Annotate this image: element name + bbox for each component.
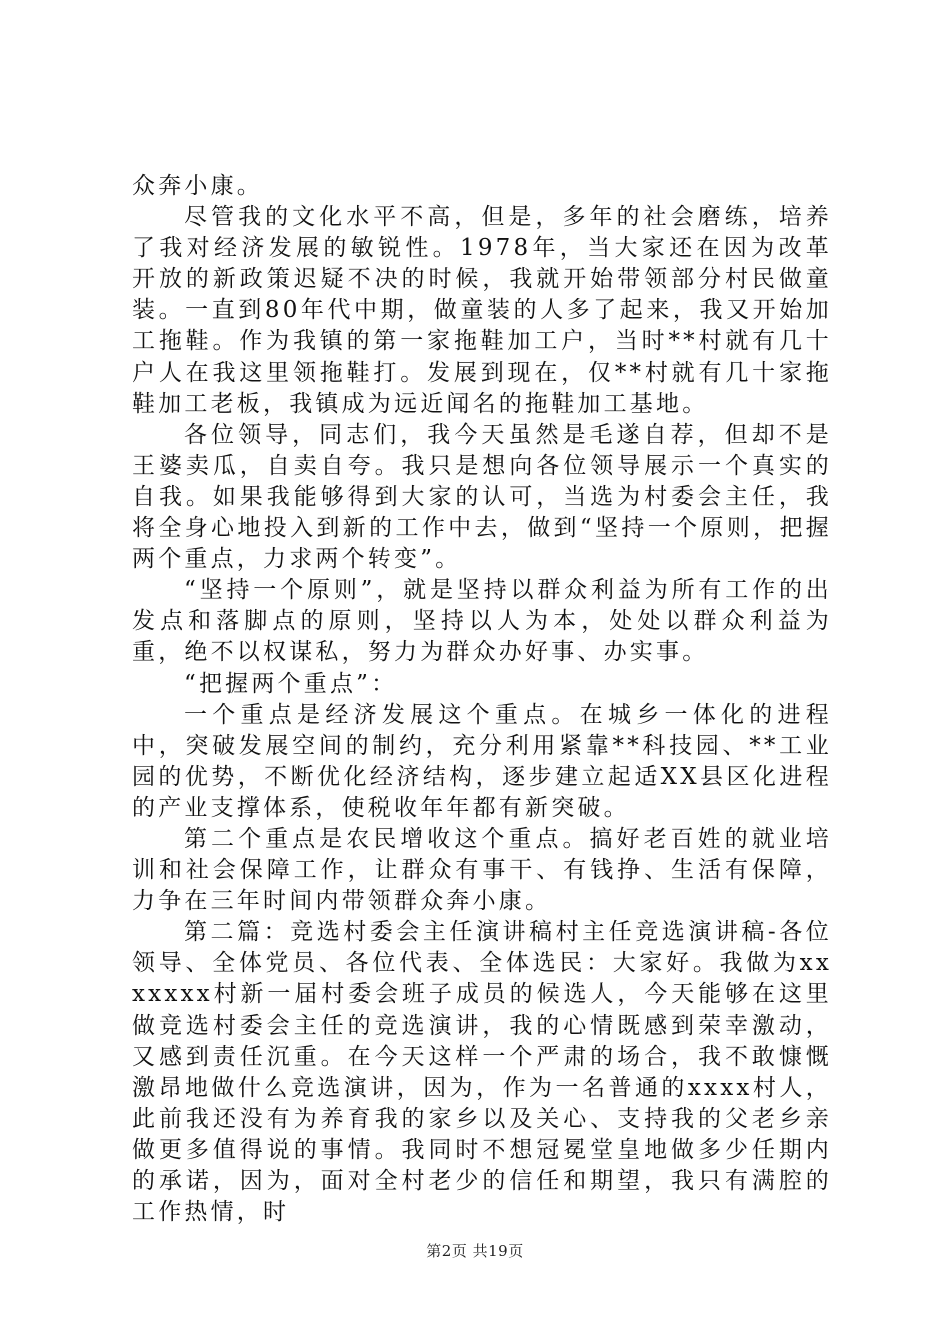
paragraph-7: 第二个重点是农民增收这个重点。搞好老百姓的就业培训和社会保障工作，让群众有事干、有钱挣、生活有保障，力争在三年时间内带领群众奔小康。 [132,825,832,915]
paragraph-3: 各位领导，同志们，我今天虽然是毛遂自荐，但却不是王婆卖瓜，自卖自夸。我只是想向各位领导展示一个真实的自我。如果我能够得到大家的认可，当选为村委会主任，我将全身心地投入到新的工作中去，做到“坚持一个原则，把握两个重点，力求两个转变”。 [132,421,832,573]
page-footer: 第2页 共19页 [426,1242,524,1260]
paragraph-2: 尽管我的文化水平不高，但是，多年的社会磨练，培养了我对经济发展的敏锐性。1978年，当大家还在因为改革开放的新政策迟疑不决的时候，我就开始带领部分村民做童装。一直到80年代中期，做童装的人多了起来，我又开始加工拖鞋。作为我镇的第一家拖鞋加工户，当时**村就有几十户人在我这里领拖鞋打。发展到现在，仅**村就有几十家拖鞋加工老板，我镇成为远近闻名的拖鞋加工基地。 [132,204,832,417]
paragraph-8: 第二篇：竞选村委会主任演讲稿村主任竞选演讲稿-各位领导、全体党员、各位代表、全体选民：大家好。我做为xxxxxxx村新一届村委会班子成员的候选人，今天能够在这里做竞选村委会主任的竞选演讲，我的心情既感到荣幸激动，又感到责任沉重。在今天这样一个严肃的场合，我不敢慷慨激昂地做什么竞选演讲，因为，作为一名普通的xxxx村人，此前我还没有为养育我的家乡以及关心、支持我的父老乡亲做更多值得说的事情。我同时不想冠冕堂皇地做多少任期内的承诺，因为，面对全村老少的信任和期望，我只有满腔的工作热情，时 [132,919,832,1226]
document-body [132,171,832,1228]
paragraph-1: 众奔小康。 [132,173,263,199]
paragraph-5: “把握两个重点”： [184,670,398,697]
paragraph-4: “坚持一个原则”，就是坚持以群众利益为所有工作的出发点和落脚点的原则，坚持以人为本，处处以群众利益为重，绝不以权谋私，努力为群众办好事、办实事。 [132,577,832,666]
paragraph-6: 一个重点是经济发展这个重点。在城乡一体化的进程中，突破发展空间的制约，充分利用紧靠**科技园、**工业园的优势，不断优化经济结构，逐步建立起适XX县区化进程的产业支撑体系，使税收年年都有新突破。 [132,701,832,821]
